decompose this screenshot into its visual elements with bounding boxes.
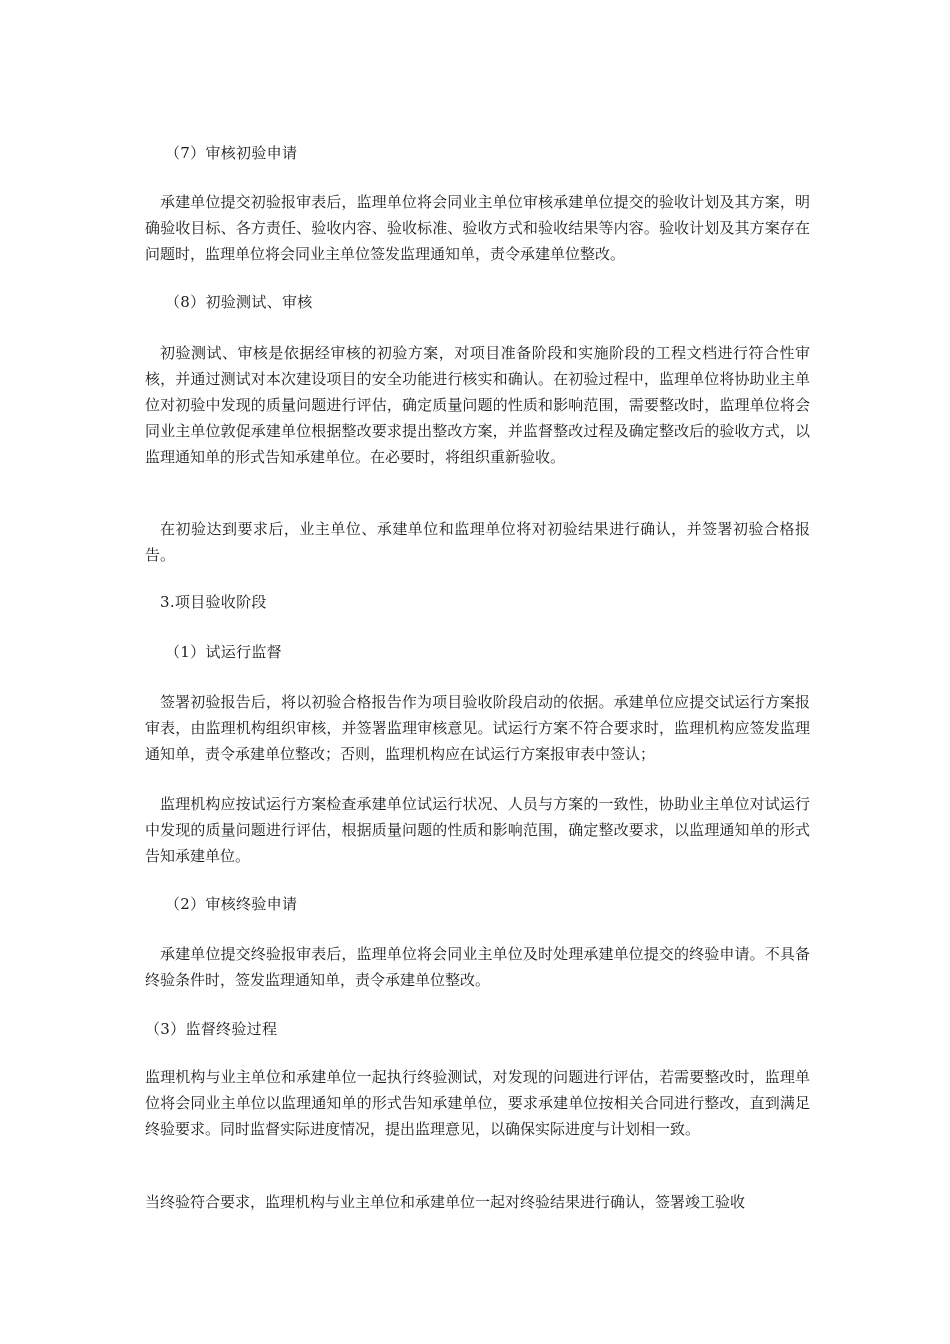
heading-review-initial-acceptance: （7）审核初验申请 <box>165 144 298 162</box>
heading-supervise-final-acceptance: （3）监督终验过程 <box>145 1020 278 1038</box>
paragraph-initial-acceptance-review: 承建单位提交初验报审表后，监理单位将会同业主单位审核承建单位提交的验收计划及其方案，明确验收目标、各方责任、验收内容、验收标准、验收方式和验收结果等内容。验收计划及其方案存在问题时，监理单位将会同业主单位签发监理通知单，责令承建单位整改。 <box>145 193 810 263</box>
paragraph-final-acceptance-request: 承建单位提交终验报审表后，监理单位将会同业主单位及时处理承建单位提交的终验申请。不具备终验条件时，签发监理通知单，责令承建单位整改。 <box>145 945 810 989</box>
heading-project-acceptance-phase: 3.项目验收阶段 <box>160 593 267 611</box>
paragraph-trial-run-plan: 签署初验报告后，将以初验合格报告作为项目验收阶段启动的依据。承建单位应提交试运行方案报审表，由监理机构组织审核，并签署监理审核意见。试运行方案不符合要求时，监理机构应签发监理通知单，责令承建单位整改；否则，监理机构应在试运行方案报审表中签认； <box>145 693 810 763</box>
paragraph-initial-test-review: 初验测试、审核是依据经审核的初验方案，对项目准备阶段和实施阶段的工程文档进行符合性审核，并通过测试对本次建设项目的安全功能进行核实和确认。在初验过程中，监理单位将协助业主单位对初验中发现的质量问题进行评估，确定质量问题的性质和影响范围，需要整改时，监理单位将会同业主单位敦促承建单位根据整改要求提出整改方案，并监督整改过程及确定整改后的验收方式，以监理通知单的形式告知承建单位。在必要时，将组织重新验收。 <box>145 344 810 466</box>
paragraph-final-acceptance-process: 监理机构与业主单位和承建单位一起执行终验测试，对发现的问题进行评估，若需要整改时，监理单位将会同业主单位以监理通知单的形式告知承建单位，要求承建单位按相关合同进行整改，直到满足终验要求。同时监督实际进度情况，提出监理意见，以确保实际进度与计划相一致。 <box>145 1068 810 1138</box>
paragraph-initial-confirmation: 在初验达到要求后，业主单位、承建单位和监理单位将对初验结果进行确认，并签署初验合格报告。 <box>145 520 810 564</box>
heading-review-final-acceptance: （2）审核终验申请 <box>165 895 298 913</box>
paragraph-final-acceptance-confirmation: 当终验符合要求，监理机构与业主单位和承建单位一起对终验结果进行确认，签署竣工验收 <box>145 1193 746 1211</box>
paragraph-trial-run-inspection: 监理机构应按试运行方案检查承建单位试运行状况、人员与方案的一致性，协助业主单位对试运行中发现的质量问题进行评估，根据质量问题的性质和影响范围，确定整改要求，以监理通知单的形式告知承建单位。 <box>145 795 810 865</box>
heading-initial-test-review: （8）初验测试、审核 <box>165 293 313 311</box>
heading-trial-run-supervision: （1）试运行监督 <box>165 643 282 661</box>
